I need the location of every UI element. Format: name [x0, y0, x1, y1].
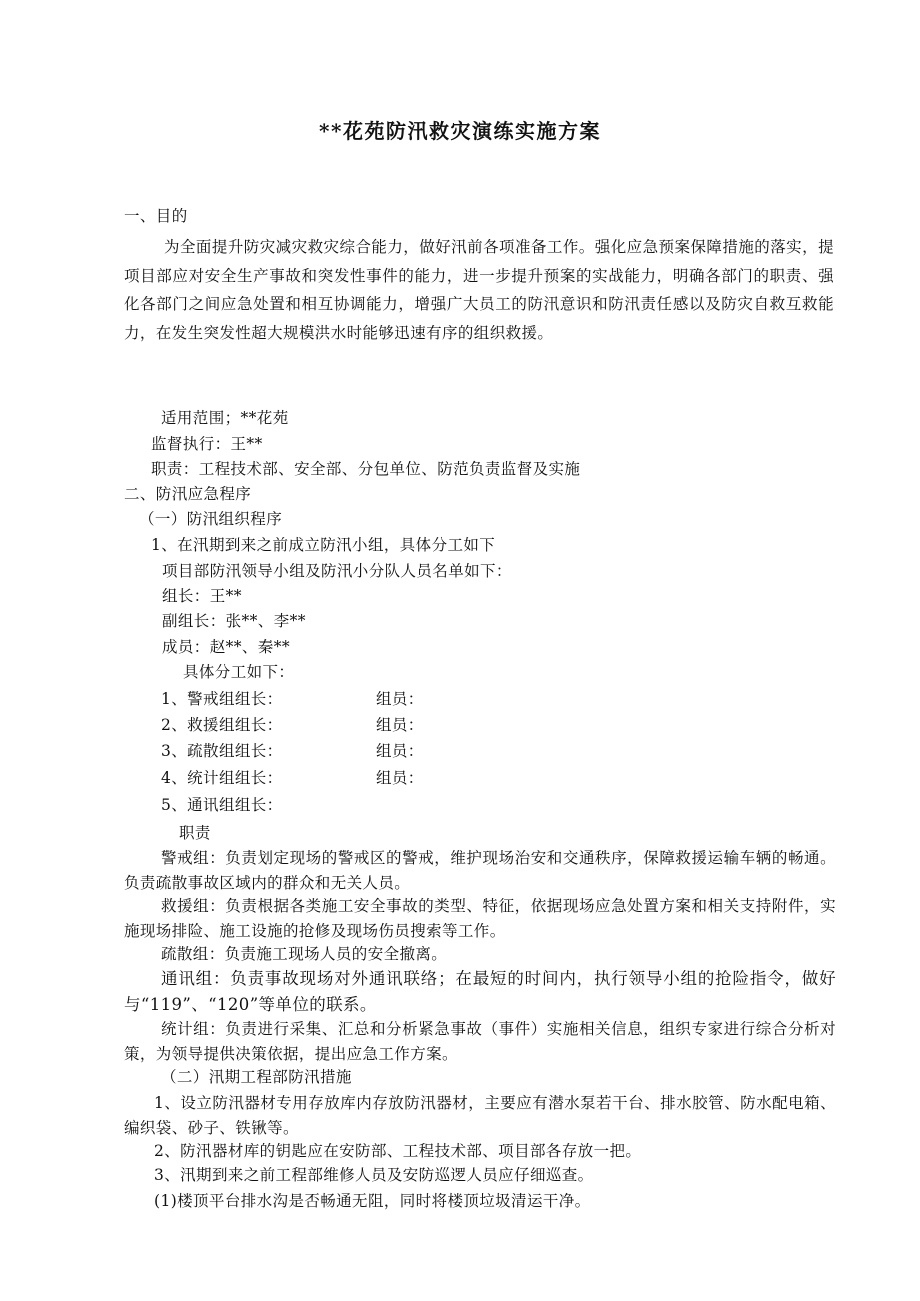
duty-statistics: 统计组：负责进行采集、汇总和分析紧急事故（事件）实施相关信息，组织专家进行综合分析对策，为领导提供决策依据，提出应急工作方案。 — [124, 1020, 836, 1063]
duty-guard: 警戒组：负责划定现场的警戒区的警戒，维护现场治安和交通秩序，保障救援运输车辆的畅通。负责疏散事故区域内的群众和无关人员。 — [124, 849, 836, 892]
team-1-members: 组员： — [376, 690, 424, 708]
team-2-leader: 2、救援组组长： — [161, 716, 283, 734]
measure-3: 3、汛期到来之前工程部维修人员及安防巡逻人员应仔细巡查。 — [154, 1166, 594, 1184]
subsection-2-heading: （二）汛期工程部防汛措施 — [161, 1068, 352, 1086]
duty-communication: 通讯组：负责事故现场对外通讯联络；在最短的时间内，执行领导小组的抢险指令，做好与“119”、“120”等单位的联系。 — [124, 969, 836, 1014]
supervisor-line: 监督执行：王** — [151, 435, 263, 453]
document-title: **花苑防汛救灾演练实施方案 — [319, 119, 601, 143]
section-1-heading: 一、目的 — [124, 207, 188, 225]
duty-line: 职责：工程技术部、安全部、分包单位、防范负责监督及实施 — [151, 460, 581, 478]
members-line: 成员：赵**、秦** — [162, 638, 291, 656]
team-2-members: 组员： — [376, 716, 424, 734]
measure-1: 1、设立防汛器材专用存放库内存放防汛器材，主要应有潜水泵若干台、排水胶管、防水配电箱、编织袋、砂子、铁锹等。 — [124, 1094, 836, 1137]
team-1-leader: 1、警戒组组长： — [161, 690, 283, 708]
duties-label: 职责 — [179, 824, 211, 842]
team-4-members: 组员： — [376, 769, 424, 787]
list-intro: 项目部防汛领导小组及防汛小分队人员名单如下： — [162, 562, 512, 580]
division-line: 具体分工如下： — [183, 663, 295, 681]
scope-line: 适用范围；**花苑 — [161, 409, 289, 427]
team-4-leader: 4、统计组组长： — [161, 769, 283, 787]
team-3-leader: 3、疏散组组长： — [161, 742, 283, 760]
vice-leader-line: 副组长：张**、李** — [162, 612, 306, 630]
team-5-leader: 5、通讯组组长： — [161, 796, 283, 814]
subsection-1-heading: （一）防汛组织程序 — [139, 510, 283, 528]
duty-evacuation: 疏散组：负责施工现场人员的安全撤离。 — [161, 945, 448, 963]
item-1: 1、在汛期到来之前成立防汛小组，具体分工如下 — [151, 536, 496, 554]
measure-3-item-1: (1)楼顶平台排水沟是否畅通无阻，同时将楼顶垃圾清运干净。 — [154, 1192, 591, 1210]
section-2-heading: 二、防汛应急程序 — [124, 485, 252, 503]
team-3-members: 组员： — [376, 742, 424, 760]
leader-line: 组长：王** — [162, 587, 242, 605]
duty-rescue: 救援组：负责根据各类施工安全事故的类型、特征，依据现场应急处置方案和相关支持附件，实施现场排险、施工设施的抢修及现场伤员搜索等工作。 — [124, 897, 836, 940]
section-1-body: 为全面提升防灾减灾救灾综合能力，做好汛前各项准备工作。强化应急预案保障措施的落实，提项目部应对安全生产事故和突发性事件的能力，进一步提升预案的实战能力，明确各部门的职责、强化各部门之间应急处置和相互协调能力，增强广大员工的防汛意识和防汛责任感以及防灾自救互救能力，在发生突发性超大规模洪水时能够迅速有序的组织救援。 — [124, 238, 834, 342]
measure-2: 2、防汛器材库的钥匙应在安防部、工程技术部、项目部各存放一把。 — [154, 1142, 642, 1160]
